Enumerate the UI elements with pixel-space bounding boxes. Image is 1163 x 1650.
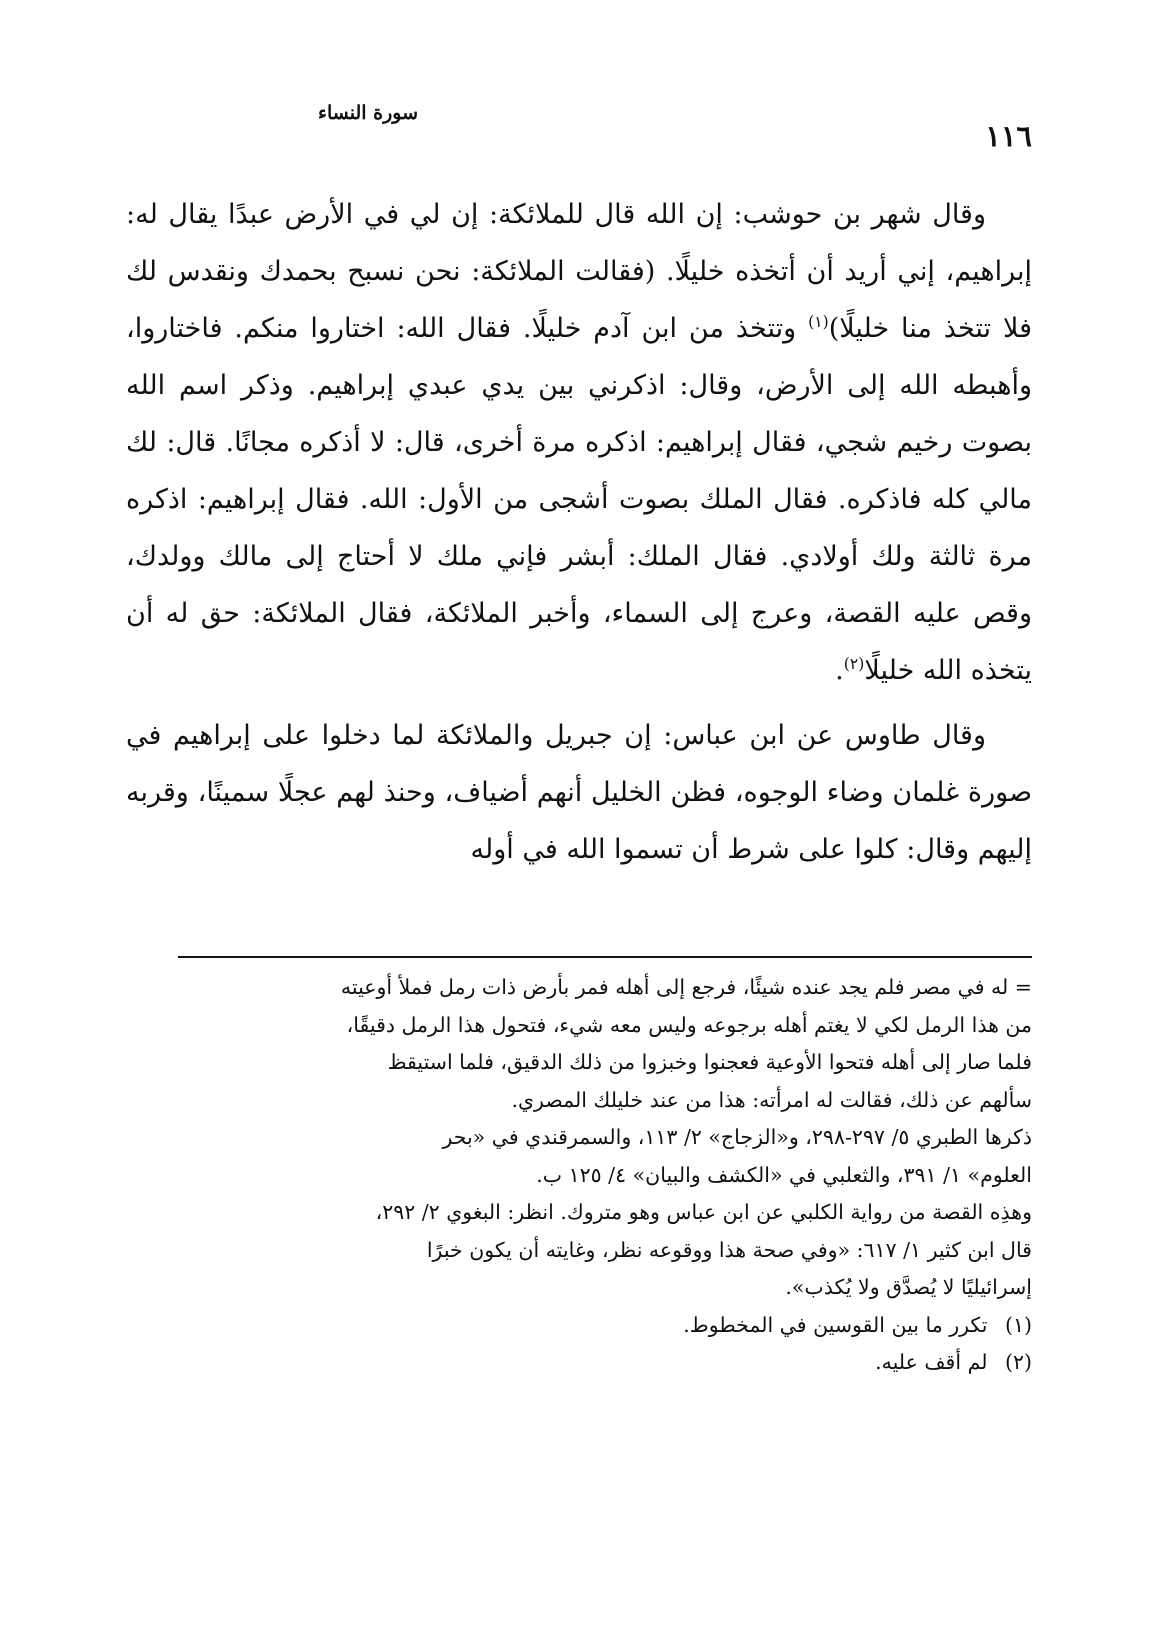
main-paragraph-text: وقال شهر بن حوشب: إن الله قال للملائكة: إن لي في الأرض عبدًا يقال له: إبراهيم، إني أريد أن أتخذه خليلًا. (فقالت الملائكة: نحن نسبح بحمدك ونقدس لك فلا تتخذ منا خليلًا)	[126, 199, 1032, 344]
footnote-line: = له في مصر فلم يجد عنده شيئًا، فرجع إلى أهله فمر بأرض ذات رمل فملأ أوعيته	[340, 975, 1032, 999]
main-paragraph-tawus	[126, 707, 1032, 878]
footnote-evaluation	[126, 1194, 1032, 1307]
footnote-line: العلوم» ١/ ٣٩١، والثعلبي في «الكشف والبيان» ٤/ ١٢٥ ب.	[536, 1162, 1032, 1187]
book-page	[126, 0, 1032, 1650]
footnote-line: ذكرها الطبري ٥/ ٢٩٧-٢٩٨، و«الزجاج» ٢/ ١١٣، والسمرقندي في «بحر	[442, 1125, 1032, 1149]
main-paragraph-shahr	[126, 186, 1032, 699]
footnote-number: (١)	[1004, 1312, 1032, 1337]
footnote-line: وهذِه القصة من رواية الكلبي عن ابن عباس وهو متروك. انظر: البغوي ٢/ ٢٩٢،	[375, 1200, 1032, 1224]
footnote-text: تكرر ما بين القوسين في المخطوط.	[683, 1312, 988, 1337]
main-paragraph-text: وتتخذ من ابن آدم خليلًا. فقال الله: اختاروا منكم. فاختاروا، وأهبطه الله إلى الأرض، وقال: اذكرني بين يدي عبدي إبراهيم. وذكر اسم الله بصوت رخيم شجي، فقال إبراهيم: اذكره مرة أخرى، قال: لا أذكره مجانًا. قال: لك مالي كله فاذكره. فقال الملك بصوت أشجى من الأول: الله. فقال إبراهيم: اذكره مرة ثالثة ولك أولادي. فقال الملك: أبشر فإني ملك لا أحتاج إلى مالك وولدك، وقص عليه القصة، وعرج إلى السماء، وأخبر الملائكة، فقال الملائكة: حق له أن يتخذه الله خليلًا	[126, 313, 1032, 686]
numbered-footnote-1	[126, 1307, 1032, 1345]
running-header	[126, 102, 1032, 153]
main-text	[126, 186, 1032, 878]
footnote-line: قال ابن كثير ١/ ٦١٧: «وفي صحة هذا ووقوعه نظر، وغايته أن يكون خبرًا	[426, 1237, 1032, 1262]
footnote-marker-1: (١)	[808, 312, 829, 331]
footnote-text: لم أقف عليه.	[875, 1350, 988, 1374]
footnote-sources	[126, 1119, 1032, 1194]
footnote-line: فلما صار إلى أهله فتحوا الأوعية فعجنوا وخبزوا من ذلك الدقيق، فلما استيقظ	[387, 1050, 1032, 1074]
main-paragraph-text: وقال طاوس عن ابن عباس: إن جبريل والملائكة لما دخلوا على إبراهيم في صورة غلمان وضاء الوجوه، فظن الخليل أنهم أضياف، وحنذ لهم عجلًا سمينًا، وقربه إليهم وقال: كلوا على شرط أن تسموا الله في أوله	[126, 720, 1032, 865]
paragraph-ending: .	[835, 655, 844, 686]
footnote-separator	[178, 956, 1032, 958]
footnote-marker-2: (٢)	[843, 654, 865, 673]
numbered-footnote-2	[126, 1344, 1032, 1382]
footnote-number: (٢)	[1004, 1350, 1032, 1374]
footnote-line: سألهم عن ذلك، فقالت له امرأته: هذا من عند خليلك المصري.	[511, 1087, 1032, 1112]
footnotes	[126, 969, 1032, 1382]
page-number: ١١٦	[985, 119, 1032, 153]
footnote-line: من هذا الرمل لكي لا يغتم أهله برجوعه وليس معه شيء، فتحول هذا الرمل دقيقًا،	[346, 1012, 1032, 1037]
footnote-line: إسرائيليًا لا يُصدَّق ولا يُكذب».	[785, 1275, 1032, 1299]
continued-footnote	[126, 969, 1032, 1119]
surah-title: سورة النساء	[318, 102, 418, 124]
